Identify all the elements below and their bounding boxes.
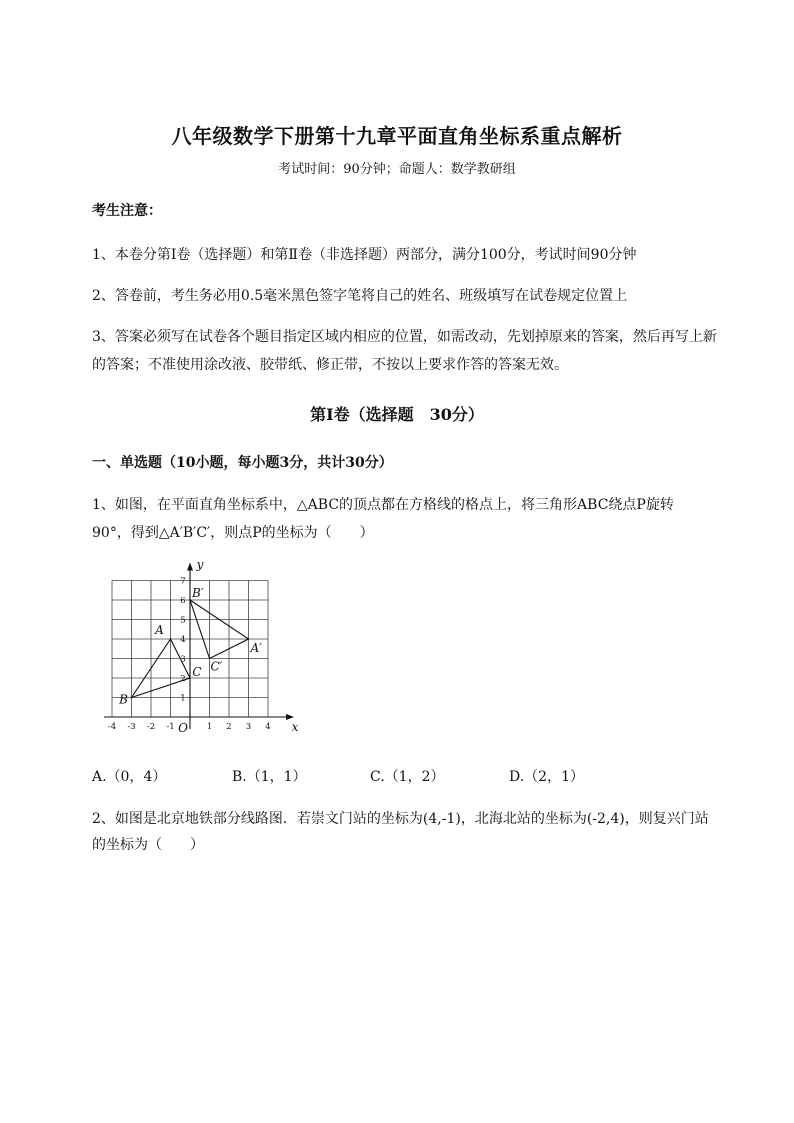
point-b-prime-label: B′ [192, 586, 204, 600]
point-a-prime-label: A′ [250, 641, 262, 655]
option-a[interactable]: A.（0，4） [92, 769, 167, 785]
x-tick-label: 3 [245, 722, 252, 732]
y-tick-label: 6 [180, 596, 186, 606]
point-c-prime-label: C′ [210, 659, 223, 674]
page-title: 八年级数学下册第十九章平面直角坐标系重点解析 [171, 124, 623, 148]
origin-label: O [178, 721, 188, 735]
x-tick-label: -2 [146, 722, 156, 732]
question-1-text: 1、如图，在平面直角坐标系中，△ABC的顶点都在方格线的格点上，将三角形ABC绕点P旋转 [92, 497, 674, 513]
figure-labels [108, 560, 299, 735]
triangle-a-prime-b-prime-c-prime [190, 600, 249, 659]
x-tick-label: 2 [226, 722, 232, 732]
triangle-abc [132, 639, 191, 698]
point-a-label: A [155, 623, 164, 637]
question-1-text: 90°，得到△A′B′C′，则点P的坐标为（ ） [92, 525, 374, 541]
coordinate-grid-figure [100, 560, 310, 740]
notice-item: 3、答案必须写在试卷各个题目指定区域内相应的位置，如需改动，先划掉原来的答案，然后再写上新 [92, 329, 717, 345]
part-heading: 一、单选题（10小题，每小题3分，共计30分） [92, 455, 393, 471]
question-2-text: 的坐标为（ ） [92, 837, 204, 853]
x-tick-label: -3 [127, 722, 136, 732]
point-c-label: C [192, 665, 202, 679]
x-tick-label: -1 [166, 722, 175, 732]
y-tick-label: 1 [180, 693, 186, 704]
y-tick-label: 5 [180, 615, 186, 626]
point-b-label: B [119, 692, 128, 707]
option-c[interactable]: C.（1，2） [370, 769, 445, 785]
question-1-options [92, 766, 712, 784]
y-tick-label: 3 [180, 654, 186, 665]
notice-heading: 考生注意： [92, 203, 162, 219]
x-tick-label: 1 [206, 722, 213, 732]
question-2-text: 2、如图是北京地铁部分线路图．若崇文门站的坐标为(4,-1)，北海北站的坐标为(-2,4)，则复兴门站 [92, 811, 709, 827]
y-axis-arrow [187, 563, 193, 571]
y-tick-label: 7 [180, 576, 186, 587]
notice-item: 2、答卷前，考生务必用0.5毫米黑色签字笔将自己的姓名、班级填写在试卷规定位置上 [92, 288, 628, 304]
notice-item: 1、本卷分第I卷（选择题）和第Ⅱ卷（非选择题）两部分，满分100分，考试时间90分钟 [92, 247, 637, 263]
x-tick-label: -4 [107, 722, 117, 732]
y-tick-label: 4 [180, 635, 186, 645]
exam-subtitle: 考试时间：90分钟；命题人：数学教研组 [278, 162, 516, 177]
y-tick-label: 2 [180, 674, 186, 684]
x-axis-label: x [291, 720, 299, 734]
option-d[interactable]: D.（2，1） [509, 769, 584, 785]
x-tick-label: 4 [265, 722, 271, 732]
notice-item: 的答案；不准使用涂改液、胶带纸、修正带，不按以上要求作答的答案无效。 [92, 357, 568, 373]
y-axis-label: y [196, 560, 204, 572]
option-b[interactable]: B.（1，1） [232, 769, 307, 785]
section-title: 第I卷（选择题 30分） [310, 405, 484, 424]
